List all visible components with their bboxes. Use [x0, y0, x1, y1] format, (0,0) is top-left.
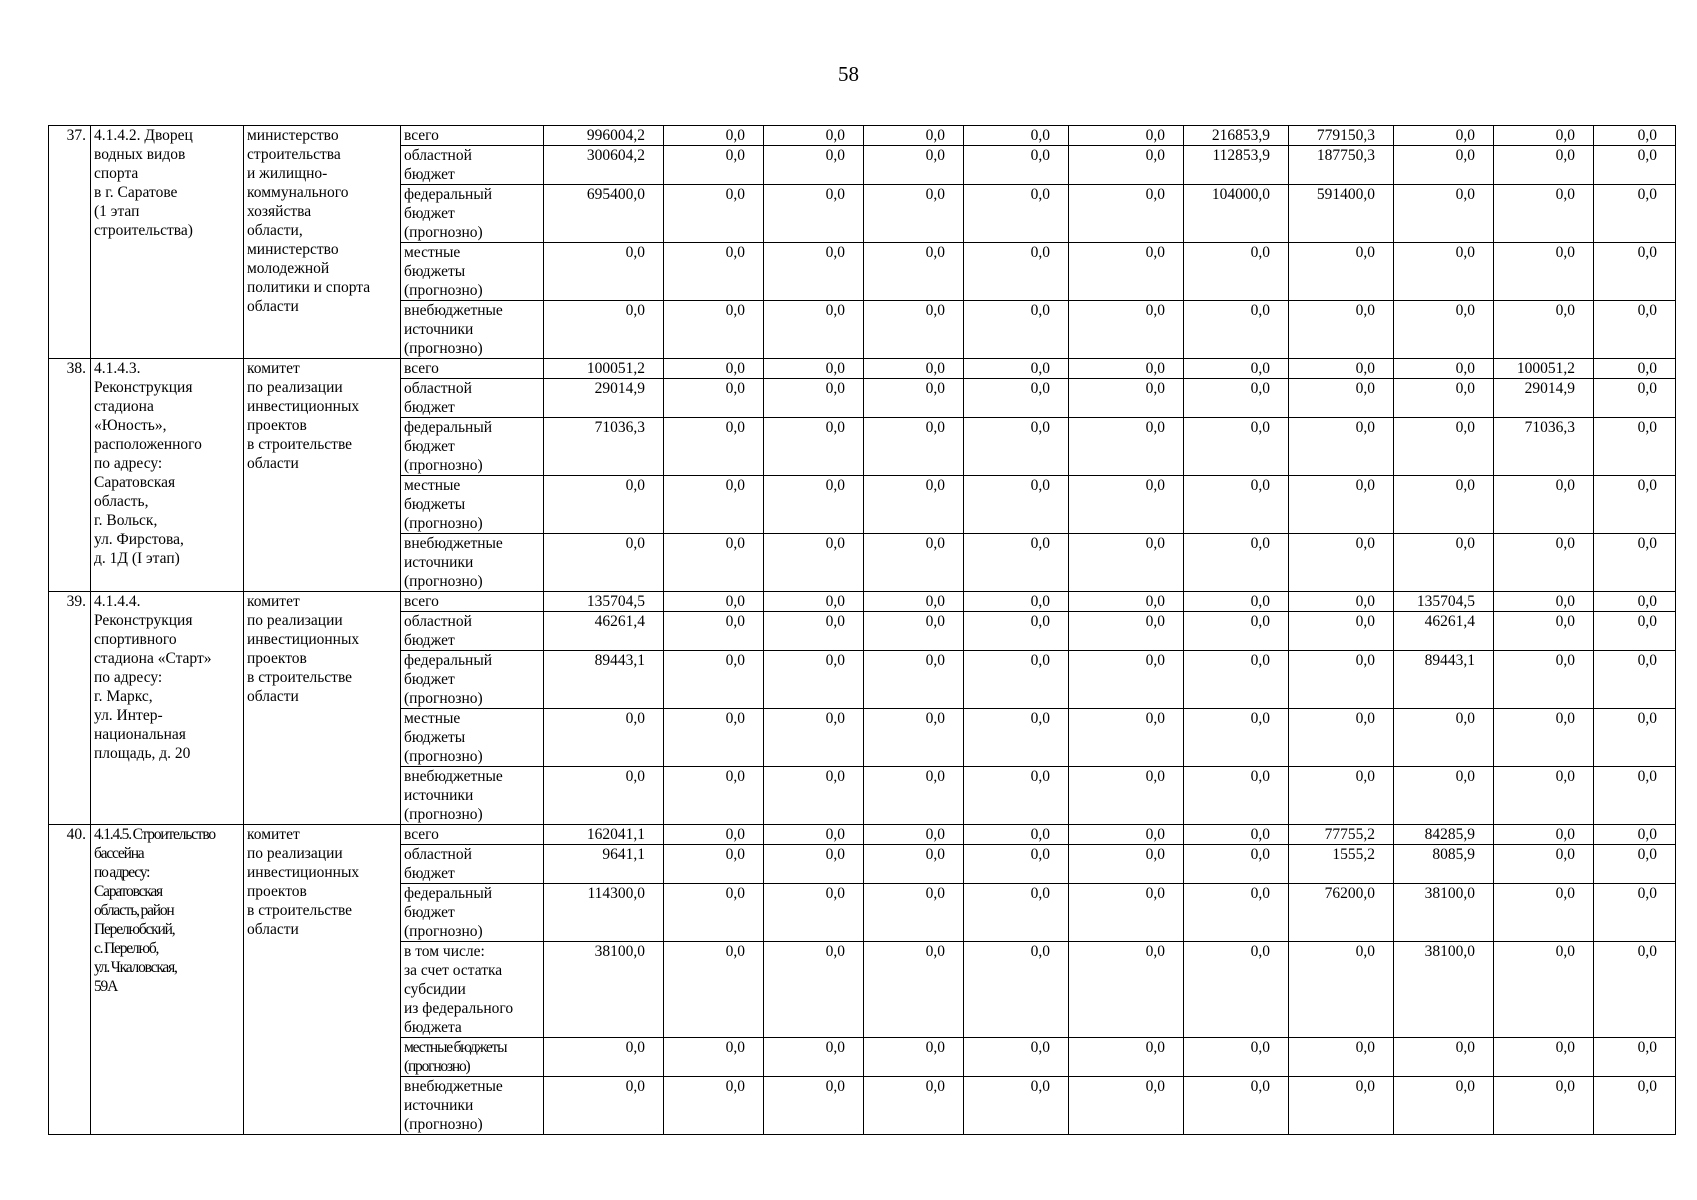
amount-year: 0,0 [664, 1077, 764, 1135]
amount-year: 0,0 [1184, 612, 1289, 651]
amount-total: 0,0 [544, 1038, 664, 1077]
amount-year: 0,0 [764, 301, 864, 359]
amount-year: 0,0 [764, 534, 864, 592]
amount-year: 0,0 [764, 1038, 864, 1077]
amount-total: 46261,4 [544, 612, 664, 651]
amount-year: 0,0 [764, 126, 864, 146]
funding-source: местные бюджеты (прогнозно) [401, 476, 544, 534]
amount-year: 0,0 [1289, 418, 1394, 476]
amount-year: 0,0 [964, 767, 1069, 825]
funding-source: федеральный бюджет (прогнозно) [401, 185, 544, 243]
amount-total: 114300,0 [544, 884, 664, 942]
funding-source: областной бюджет [401, 612, 544, 651]
amount-year: 0,0 [1594, 825, 1676, 845]
amount-year: 8085,9 [1394, 845, 1494, 884]
funding-source: областной бюджет [401, 845, 544, 884]
amount-year: 100051,2 [1494, 359, 1594, 379]
amount-year: 0,0 [864, 1077, 964, 1135]
amount-year: 0,0 [764, 651, 864, 709]
amount-year: 0,0 [1494, 1038, 1594, 1077]
amount-year: 0,0 [1594, 651, 1676, 709]
amount-year: 0,0 [1394, 379, 1494, 418]
amount-year: 591400,0 [1289, 185, 1394, 243]
amount-year: 0,0 [864, 651, 964, 709]
amount-year: 0,0 [764, 825, 864, 845]
amount-year: 0,0 [1069, 146, 1184, 185]
amount-year: 0,0 [764, 845, 864, 884]
amount-year: 0,0 [864, 942, 964, 1038]
amount-year: 0,0 [664, 534, 764, 592]
amount-total: 0,0 [544, 301, 664, 359]
amount-year: 0,0 [764, 146, 864, 185]
table-row [49, 126, 1676, 146]
table-row [49, 592, 1676, 612]
amount-year: 0,0 [1069, 845, 1184, 884]
amount-year: 0,0 [864, 592, 964, 612]
amount-year: 0,0 [1494, 243, 1594, 301]
amount-year: 112853,9 [1184, 146, 1289, 185]
amount-year: 0,0 [964, 592, 1069, 612]
amount-year: 0,0 [964, 825, 1069, 845]
measure-name: 4.1.4.2. Дворец водных видов спорта в г. Саратове (1 этап строительства) [91, 126, 244, 359]
amount-year: 0,0 [1594, 243, 1676, 301]
amount-year: 0,0 [1394, 476, 1494, 534]
amount-year: 0,0 [964, 185, 1069, 243]
funding-source: местные бюджеты (прогнозно) [401, 709, 544, 767]
amount-year: 0,0 [1494, 534, 1594, 592]
amount-year: 0,0 [664, 1038, 764, 1077]
amount-year: 0,0 [1069, 301, 1184, 359]
amount-year: 0,0 [864, 359, 964, 379]
amount-year: 0,0 [1594, 767, 1676, 825]
amount-year: 0,0 [864, 845, 964, 884]
table-row [49, 359, 1676, 379]
amount-year: 0,0 [964, 534, 1069, 592]
amount-year: 0,0 [1494, 592, 1594, 612]
amount-year: 0,0 [1394, 418, 1494, 476]
amount-year: 0,0 [1494, 612, 1594, 651]
amount-year: 0,0 [1394, 243, 1494, 301]
amount-year: 0,0 [1069, 709, 1184, 767]
amount-year: 0,0 [1184, 301, 1289, 359]
amount-year: 0,0 [864, 418, 964, 476]
amount-year: 29014,9 [1494, 379, 1594, 418]
amount-year: 0,0 [964, 301, 1069, 359]
amount-year: 0,0 [864, 709, 964, 767]
amount-year: 0,0 [1069, 1038, 1184, 1077]
funding-source: областной бюджет [401, 146, 544, 185]
amount-year: 0,0 [1184, 359, 1289, 379]
amount-year: 0,0 [864, 146, 964, 185]
amount-year: 0,0 [1069, 243, 1184, 301]
amount-year: 0,0 [1184, 379, 1289, 418]
amount-year: 0,0 [1494, 709, 1594, 767]
amount-year: 0,0 [1394, 709, 1494, 767]
amount-total: 0,0 [544, 243, 664, 301]
amount-year: 0,0 [1289, 612, 1394, 651]
amount-year: 0,0 [764, 476, 864, 534]
amount-year: 0,0 [1494, 185, 1594, 243]
amount-year: 0,0 [1289, 767, 1394, 825]
amount-year: 0,0 [964, 243, 1069, 301]
amount-year: 0,0 [764, 884, 864, 942]
amount-year: 0,0 [964, 146, 1069, 185]
measure-name: 4.1.4.3. Реконструкция стадиона «Юность», расположенного по адресу: Саратовская область, г. Вольск, ул. Фирстова, д. 1Д (I этап) [91, 359, 244, 592]
amount-year: 0,0 [1069, 126, 1184, 146]
amount-year: 0,0 [1494, 825, 1594, 845]
amount-year: 0,0 [1594, 612, 1676, 651]
amount-year: 0,0 [1494, 767, 1594, 825]
amount-year: 0,0 [1069, 185, 1184, 243]
amount-year: 76200,0 [1289, 884, 1394, 942]
amount-total: 0,0 [544, 1077, 664, 1135]
amount-year: 0,0 [1069, 476, 1184, 534]
funding-source: внебюджетные источники (прогнозно) [401, 767, 544, 825]
amount-year: 0,0 [1069, 942, 1184, 1038]
amount-year: 0,0 [864, 1038, 964, 1077]
amount-year: 71036,3 [1494, 418, 1594, 476]
row-number: 38. [49, 359, 91, 592]
amount-year: 0,0 [1069, 825, 1184, 845]
amount-year: 0,0 [1494, 942, 1594, 1038]
amount-year: 0,0 [1594, 359, 1676, 379]
amount-year: 0,0 [964, 1038, 1069, 1077]
funding-source: всего [401, 592, 544, 612]
amount-year: 0,0 [664, 942, 764, 1038]
amount-year: 0,0 [664, 476, 764, 534]
executor: комитет по реализации инвестиционных проектов в строительстве области [244, 359, 401, 592]
amount-total: 0,0 [544, 534, 664, 592]
amount-year: 0,0 [1494, 146, 1594, 185]
funding-source: внебюджетные источники (прогнозно) [401, 534, 544, 592]
amount-year: 0,0 [1289, 1038, 1394, 1077]
amount-year: 0,0 [1184, 243, 1289, 301]
amount-year: 0,0 [764, 709, 864, 767]
amount-year: 0,0 [1069, 767, 1184, 825]
amount-total: 100051,2 [544, 359, 664, 379]
amount-year: 0,0 [764, 767, 864, 825]
amount-year: 0,0 [1394, 185, 1494, 243]
amount-year: 0,0 [1184, 942, 1289, 1038]
amount-year: 0,0 [1289, 379, 1394, 418]
amount-year: 0,0 [1184, 534, 1289, 592]
amount-year: 0,0 [864, 476, 964, 534]
amount-year: 0,0 [764, 359, 864, 379]
table-row [49, 825, 1676, 845]
amount-year: 0,0 [964, 126, 1069, 146]
amount-total: 0,0 [544, 476, 664, 534]
amount-total: 71036,3 [544, 418, 664, 476]
amount-year: 0,0 [664, 651, 764, 709]
amount-year: 0,0 [1594, 534, 1676, 592]
amount-year: 187750,3 [1289, 146, 1394, 185]
amount-year: 0,0 [1184, 592, 1289, 612]
amount-year: 0,0 [1289, 301, 1394, 359]
amount-year: 0,0 [1069, 612, 1184, 651]
amount-year: 0,0 [1184, 418, 1289, 476]
amount-year: 84285,9 [1394, 825, 1494, 845]
amount-year: 77755,2 [1289, 825, 1394, 845]
amount-year: 0,0 [1394, 534, 1494, 592]
funding-source: внебюджетные источники (прогнозно) [401, 1077, 544, 1135]
amount-year: 0,0 [1494, 884, 1594, 942]
amount-year: 0,0 [1594, 709, 1676, 767]
amount-year: 0,0 [664, 767, 764, 825]
amount-year: 0,0 [664, 592, 764, 612]
funding-source: федеральный бюджет (прогнозно) [401, 418, 544, 476]
amount-year: 0,0 [1594, 379, 1676, 418]
executor: комитет по реализации инвестиционных проектов в строительстве области [244, 825, 401, 1135]
amount-year: 0,0 [1069, 592, 1184, 612]
amount-year: 0,0 [1594, 884, 1676, 942]
amount-total: 695400,0 [544, 185, 664, 243]
amount-year: 0,0 [664, 243, 764, 301]
funding-source: местные бюджеты (прогнозно) [401, 1038, 544, 1077]
amount-year: 0,0 [764, 612, 864, 651]
amount-total: 89443,1 [544, 651, 664, 709]
amount-year: 89443,1 [1394, 651, 1494, 709]
amount-year: 0,0 [1394, 767, 1494, 825]
amount-year: 0,0 [964, 709, 1069, 767]
amount-year: 0,0 [1289, 1077, 1394, 1135]
amount-year: 0,0 [1594, 418, 1676, 476]
row-number: 40. [49, 825, 91, 1135]
amount-year: 0,0 [664, 709, 764, 767]
amount-year: 0,0 [1289, 476, 1394, 534]
amount-year: 0,0 [1594, 185, 1676, 243]
funding-source: всего [401, 825, 544, 845]
amount-year: 0,0 [664, 845, 764, 884]
amount-year: 0,0 [1594, 845, 1676, 884]
amount-year: 0,0 [1594, 476, 1676, 534]
amount-year: 0,0 [664, 185, 764, 243]
amount-year: 0,0 [964, 612, 1069, 651]
amount-year: 0,0 [1594, 301, 1676, 359]
amount-year: 0,0 [1594, 1077, 1676, 1135]
amount-year: 0,0 [1394, 301, 1494, 359]
amount-year: 0,0 [964, 942, 1069, 1038]
funding-source: в том числе: за счет остатка субсидии из федерального бюджета [401, 942, 544, 1038]
amount-year: 216853,9 [1184, 126, 1289, 146]
amount-year: 0,0 [664, 418, 764, 476]
amount-year: 0,0 [664, 301, 764, 359]
amount-year: 0,0 [864, 379, 964, 418]
amount-year: 104000,0 [1184, 185, 1289, 243]
amount-year: 0,0 [1184, 1038, 1289, 1077]
amount-year: 0,0 [1184, 884, 1289, 942]
amount-year: 0,0 [864, 126, 964, 146]
amount-year: 0,0 [764, 1077, 864, 1135]
executor: министерство строительства и жилищно- коммунального хозяйства области, министерство молодежной политики и спорта области [244, 126, 401, 359]
amount-year: 0,0 [1289, 709, 1394, 767]
amount-year: 0,0 [1289, 534, 1394, 592]
amount-year: 0,0 [1394, 359, 1494, 379]
executor: комитет по реализации инвестиционных проектов в строительстве области [244, 592, 401, 825]
amount-year: 0,0 [664, 126, 764, 146]
amount-year: 0,0 [1184, 476, 1289, 534]
amount-year: 0,0 [964, 359, 1069, 379]
amount-total: 38100,0 [544, 942, 664, 1038]
amount-year: 0,0 [1494, 651, 1594, 709]
amount-year: 0,0 [1494, 476, 1594, 534]
amount-year: 0,0 [864, 534, 964, 592]
amount-year: 0,0 [864, 767, 964, 825]
amount-year: 0,0 [1069, 1077, 1184, 1135]
amount-year: 0,0 [764, 185, 864, 243]
amount-year: 0,0 [964, 418, 1069, 476]
amount-year: 0,0 [1069, 651, 1184, 709]
measure-name: 4.1.4.5. Строительство бассейна по адресу: Саратовская область, район Перелюбский, с. Перелюб, ул. Чкаловская, 59А [91, 825, 244, 1135]
amount-year: 0,0 [1494, 845, 1594, 884]
amount-year: 0,0 [1289, 359, 1394, 379]
amount-year: 0,0 [1069, 534, 1184, 592]
amount-year: 0,0 [964, 884, 1069, 942]
page-number: 58 [838, 62, 859, 86]
amount-year: 0,0 [664, 825, 764, 845]
amount-year: 0,0 [1069, 379, 1184, 418]
amount-year: 0,0 [864, 884, 964, 942]
amount-year: 0,0 [964, 1077, 1069, 1135]
amount-year: 0,0 [1289, 592, 1394, 612]
amount-total: 9641,1 [544, 845, 664, 884]
amount-total: 300604,2 [544, 146, 664, 185]
amount-year: 0,0 [1594, 1038, 1676, 1077]
amount-total: 996004,2 [544, 126, 664, 146]
amount-year: 0,0 [664, 146, 764, 185]
amount-year: 0,0 [664, 359, 764, 379]
amount-year: 0,0 [1494, 126, 1594, 146]
funding-source: федеральный бюджет (прогнозно) [401, 884, 544, 942]
amount-year: 0,0 [1184, 845, 1289, 884]
amount-year: 0,0 [1184, 1077, 1289, 1135]
amount-year: 0,0 [1394, 146, 1494, 185]
amount-year: 0,0 [864, 301, 964, 359]
amount-year: 0,0 [1184, 825, 1289, 845]
funding-source: всего [401, 359, 544, 379]
amount-year: 0,0 [964, 379, 1069, 418]
amount-year: 0,0 [764, 942, 864, 1038]
amount-total: 29014,9 [544, 379, 664, 418]
funding-table-body [49, 126, 1676, 1135]
amount-year: 0,0 [664, 612, 764, 651]
amount-year: 0,0 [1594, 126, 1676, 146]
amount-year: 0,0 [1594, 942, 1676, 1038]
amount-year: 0,0 [864, 825, 964, 845]
amount-year: 0,0 [1069, 884, 1184, 942]
funding-table [48, 125, 1676, 1135]
amount-year: 0,0 [764, 418, 864, 476]
amount-total: 162041,1 [544, 825, 664, 845]
funding-source: областной бюджет [401, 379, 544, 418]
amount-year: 0,0 [964, 845, 1069, 884]
amount-year: 0,0 [1594, 592, 1676, 612]
amount-year: 0,0 [1184, 767, 1289, 825]
amount-year: 0,0 [1494, 1077, 1594, 1135]
amount-total: 0,0 [544, 709, 664, 767]
measure-name: 4.1.4.4. Реконструкция спортивного стадиона «Старт» по адресу: г. Маркс, ул. Интер- национальная площадь, д. 20 [91, 592, 244, 825]
amount-year: 0,0 [864, 612, 964, 651]
amount-year: 0,0 [1289, 651, 1394, 709]
amount-total: 0,0 [544, 767, 664, 825]
amount-year: 0,0 [1289, 942, 1394, 1038]
amount-year: 0,0 [764, 592, 864, 612]
amount-year: 0,0 [664, 379, 764, 418]
amount-year: 0,0 [864, 243, 964, 301]
funding-source: всего [401, 126, 544, 146]
funding-source: внебюджетные источники (прогнозно) [401, 301, 544, 359]
amount-year: 0,0 [1184, 709, 1289, 767]
row-number: 37. [49, 126, 91, 359]
amount-year: 38100,0 [1394, 942, 1494, 1038]
amount-year: 779150,3 [1289, 126, 1394, 146]
amount-year: 0,0 [964, 476, 1069, 534]
row-number: 39. [49, 592, 91, 825]
amount-year: 0,0 [764, 243, 864, 301]
amount-year: 0,0 [1069, 359, 1184, 379]
amount-year: 0,0 [1184, 651, 1289, 709]
amount-year: 0,0 [1394, 1038, 1494, 1077]
amount-year: 38100,0 [1394, 884, 1494, 942]
amount-year: 0,0 [864, 185, 964, 243]
funding-source: местные бюджеты (прогнозно) [401, 243, 544, 301]
amount-year: 46261,4 [1394, 612, 1494, 651]
amount-year: 0,0 [664, 884, 764, 942]
amount-year: 0,0 [1594, 146, 1676, 185]
amount-year: 0,0 [1394, 1077, 1494, 1135]
amount-year: 0,0 [964, 651, 1069, 709]
amount-total: 135704,5 [544, 592, 664, 612]
amount-year: 0,0 [764, 379, 864, 418]
amount-year: 0,0 [1289, 243, 1394, 301]
funding-source: федеральный бюджет (прогнозно) [401, 651, 544, 709]
amount-year: 1555,2 [1289, 845, 1394, 884]
amount-year: 0,0 [1069, 418, 1184, 476]
amount-year: 0,0 [1494, 301, 1594, 359]
amount-year: 0,0 [1394, 126, 1494, 146]
amount-year: 135704,5 [1394, 592, 1494, 612]
